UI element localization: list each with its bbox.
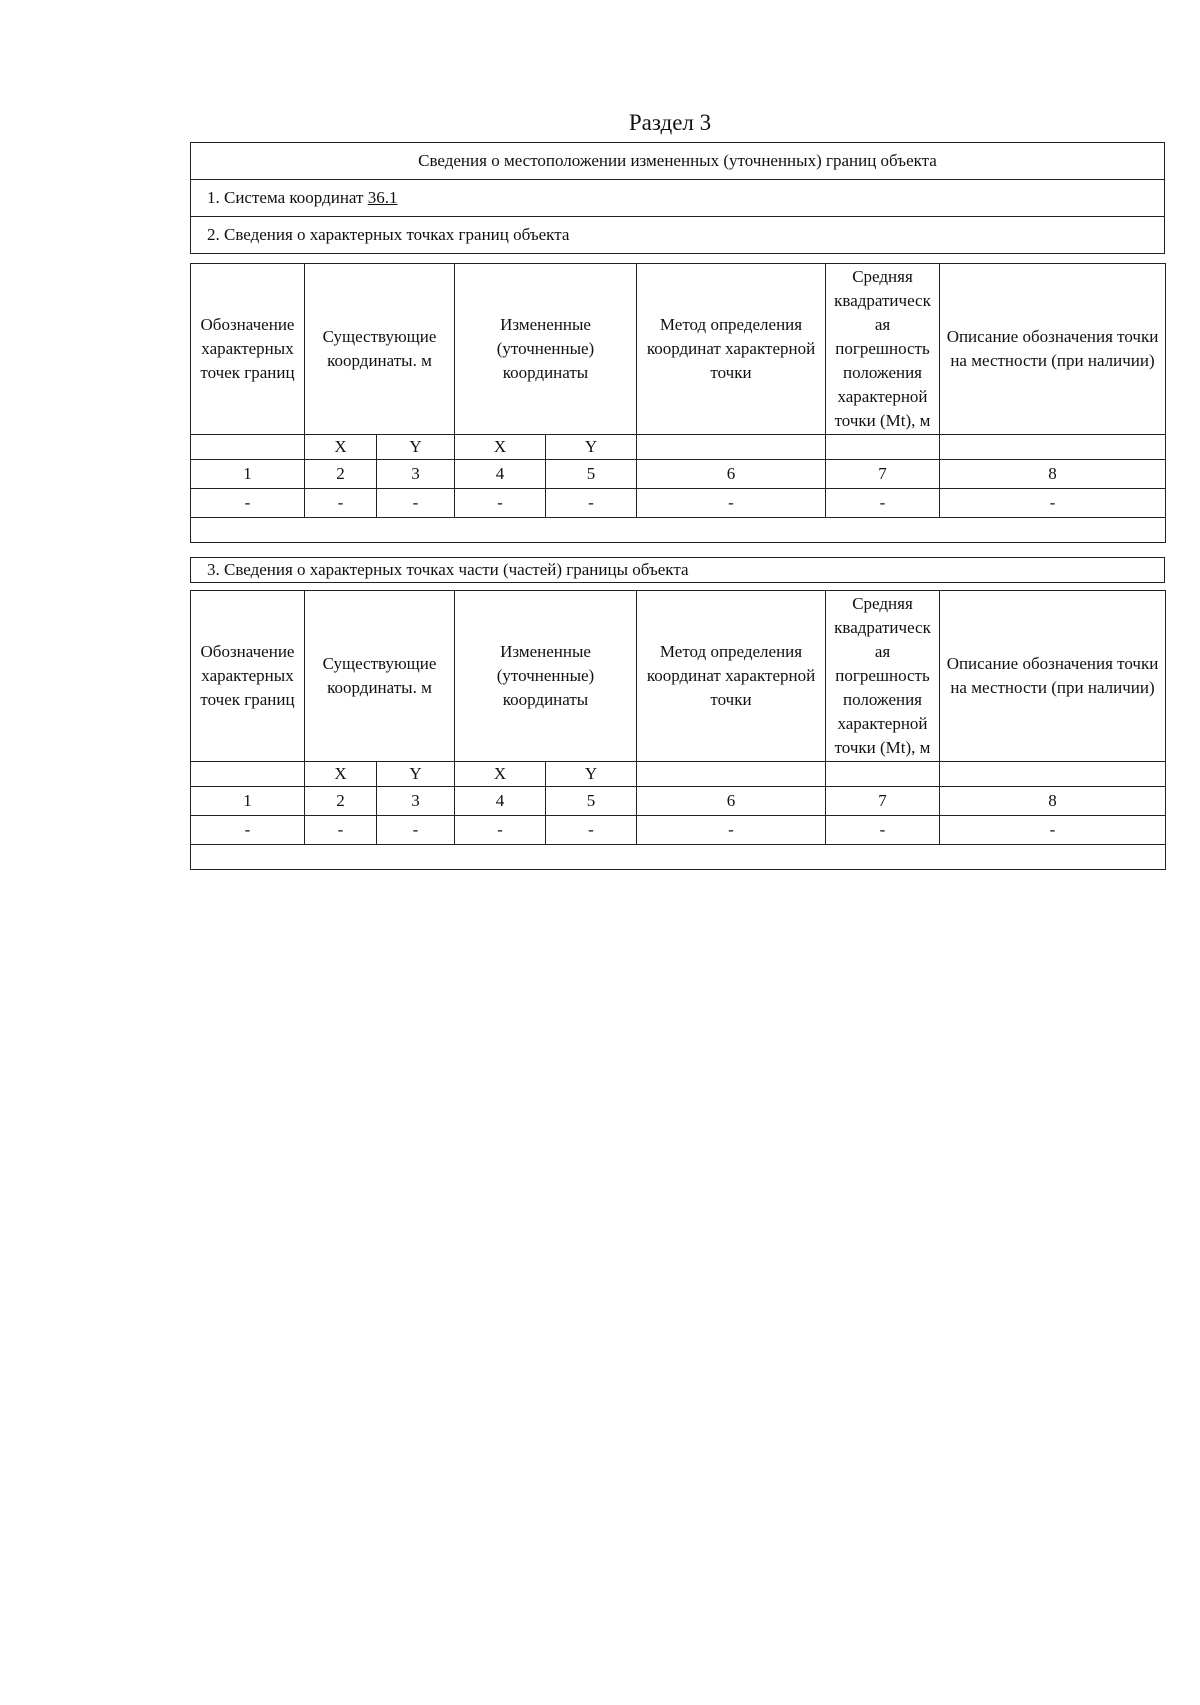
xy-blank xyxy=(191,435,305,460)
column-number: 7 xyxy=(826,460,940,489)
table-cell: - xyxy=(940,489,1166,518)
column-number: 4 xyxy=(455,787,546,816)
col-method: Метод определения координат характерной точки xyxy=(637,591,826,762)
page-title: Раздел 3 xyxy=(628,110,712,135)
table-cell: - xyxy=(377,489,455,518)
col-existing-coords: Существующие координаты. м xyxy=(305,264,455,435)
col-mean-error: Средняя квадратическ ая погрешность положения характерной точки (Mt), м xyxy=(826,591,940,762)
col-point-designation: Обозначение характерных точек границ xyxy=(191,591,305,762)
table-cell: - xyxy=(455,816,546,845)
column-number: 1 xyxy=(191,460,305,489)
existing-y-header: Y xyxy=(377,762,455,787)
section3-heading: 3. Сведения о характерных точках части (частей) границы объекта xyxy=(190,557,1165,583)
empty-row xyxy=(191,845,1166,870)
col-description: Описание обозначения точки на местности (при наличии) xyxy=(940,591,1166,762)
column-number: 8 xyxy=(940,787,1166,816)
boundary-points-table xyxy=(190,263,1165,543)
column-number: 1 xyxy=(191,787,305,816)
table-cell: - xyxy=(191,816,305,845)
coordinate-system-value: 36.1 xyxy=(367,188,398,207)
column-number: 5 xyxy=(546,460,637,489)
xy-blank xyxy=(637,435,826,460)
table-cell: - xyxy=(546,489,637,518)
column-number: 2 xyxy=(305,460,377,489)
table-cell: - xyxy=(305,816,377,845)
col-description: Описание обозначения точки на местности (при наличии) xyxy=(940,264,1166,435)
existing-y-header: Y xyxy=(377,435,455,460)
xy-blank xyxy=(826,435,940,460)
changed-y-header: Y xyxy=(546,435,637,460)
table-cell: - xyxy=(826,816,940,845)
changed-x-header: X xyxy=(455,435,546,460)
col-method: Метод определения координат характерной точки xyxy=(637,264,826,435)
table-cell: - xyxy=(546,816,637,845)
column-number: 2 xyxy=(305,787,377,816)
column-number: 6 xyxy=(637,460,826,489)
table-cell: - xyxy=(940,816,1166,845)
xy-blank xyxy=(940,762,1166,787)
col-changed-coords: Измененные (уточненные) координаты xyxy=(455,591,637,762)
xy-blank xyxy=(826,762,940,787)
coordinate-system-row xyxy=(191,179,1164,216)
empty-row xyxy=(191,518,1166,543)
changed-x-header: X xyxy=(455,762,546,787)
table-cell: - xyxy=(455,489,546,518)
col-mean-error: Средняя квадратическ ая погрешность положения характерной точки (Mt), м xyxy=(826,264,940,435)
changed-y-header: Y xyxy=(546,762,637,787)
table-cell: - xyxy=(637,816,826,845)
part-boundary-points-table xyxy=(190,590,1165,870)
section2-heading: 2. Сведения о характерных точках границ объекта xyxy=(191,216,1164,253)
column-number: 4 xyxy=(455,460,546,489)
xy-blank xyxy=(940,435,1166,460)
column-number: 6 xyxy=(637,787,826,816)
column-number: 5 xyxy=(546,787,637,816)
col-point-designation: Обозначение характерных точек границ xyxy=(191,264,305,435)
existing-x-header: X xyxy=(305,435,377,460)
table-cell: - xyxy=(377,816,455,845)
table-cell: - xyxy=(826,489,940,518)
column-number: 3 xyxy=(377,460,455,489)
column-number: 8 xyxy=(940,460,1166,489)
xy-blank xyxy=(637,762,826,787)
col-existing-coords: Существующие координаты. м xyxy=(305,591,455,762)
section-header-box xyxy=(190,142,1165,254)
table-cell: - xyxy=(191,489,305,518)
section-main-heading: Сведения о местоположении измененных (уточненных) границ объекта xyxy=(418,151,937,170)
xy-blank xyxy=(191,762,305,787)
column-number: 7 xyxy=(826,787,940,816)
table-cell: - xyxy=(305,489,377,518)
column-number: 3 xyxy=(377,787,455,816)
coordinate-system-label: 1. Система координат xyxy=(207,188,368,207)
col-changed-coords: Измененные (уточненные) координаты xyxy=(455,264,637,435)
table-cell: - xyxy=(637,489,826,518)
existing-x-header: X xyxy=(305,762,377,787)
